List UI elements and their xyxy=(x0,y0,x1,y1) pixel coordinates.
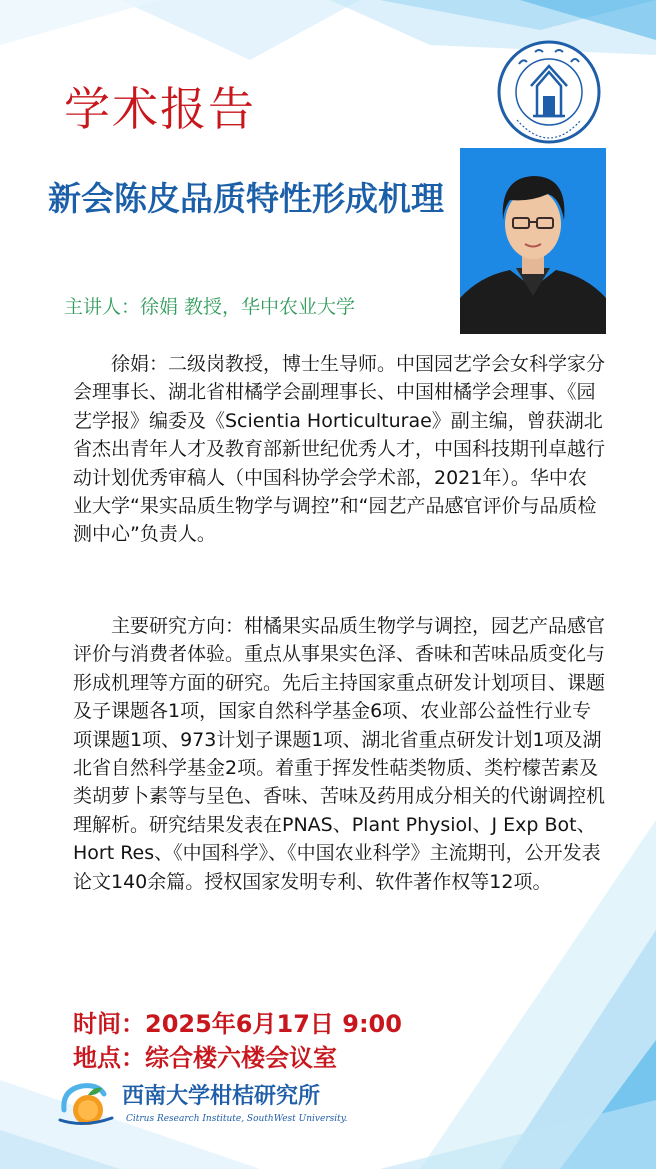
talk-title: 新会陈皮品质特性形成机理 xyxy=(48,179,444,218)
event-time: 时间：2025年6月17日 9:00 xyxy=(73,1010,402,1038)
institute-name: 西南大学柑桔研究所 xyxy=(122,1084,321,1109)
bio-paragraph-2: 主要研究方向：柑橘果实品质生物学与调控，园艺产品感官评价与消费者体验。重点从事果实色泽、香味和苦味品质变化与形成机理等方面的研究。先后主持国家重点研发计划项目、课题及子课题各1项，国家自然科学基金6项、农业部公益性行业专项课题1项、973计划子课题1项、湖北省重点研发计划1项及湖北省自然科学基金2项。着重于挥发性萜类物质、类柠檬苦素及类胡萝卜素等与呈色、香味、苦味及药用成分相关的代谢调控机理解析。研究结果发表在PNAS、Plant Physiol、J Exp Bot、Hort Res、《中国科学》、《中国农业科学》主流期刊，公开发表论文140余篇。授权国家发明专利、软件著作权等12项。 xyxy=(73,615,606,893)
page-heading: 学术报告 xyxy=(64,82,256,136)
portrait-icon xyxy=(460,148,606,334)
bio-paragraph-1: 徐娟：二级岗教授，博士生导师。中国园艺学会女科学家分会理事长、湖北省柑橘学会副理事长、中国柑橘学会理事、《园艺学报》编委及《Scientia Horticulturae》副主编，曾获湖北省杰出青年人才及教育部新世纪优秀人才，中国科技期刊卓越行动计划优秀审稿人（中国科协学会学术部，2021年）。华中农业大学“果实品质生物学与调控”和“园艺产品感官评价与品质检测中心”负责人。 xyxy=(73,353,606,546)
speaker-line: 主讲人：徐娟 教授，华中农业大学 xyxy=(64,296,356,318)
citrus-institute-logo-icon xyxy=(58,1080,114,1128)
institute-name-en: Citrus Research Institute, SouthWest University. xyxy=(126,1114,348,1124)
event-place: 地点：综合楼六楼会议室 xyxy=(73,1044,337,1072)
university-seal-icon xyxy=(497,40,601,144)
speaker-photo xyxy=(460,148,606,334)
